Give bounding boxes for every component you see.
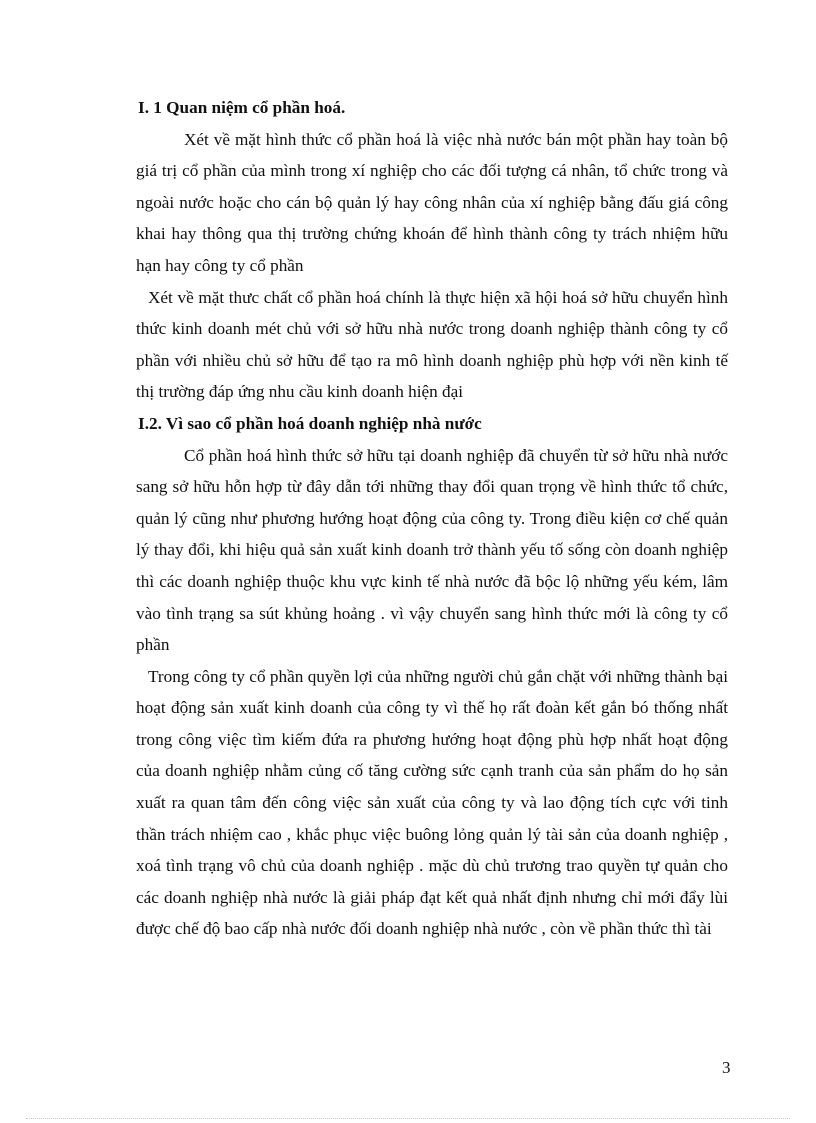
page-number: 3 xyxy=(722,1058,731,1077)
paragraph-substance-definition: Xét về mặt thưc chất cổ phần hoá chính là thực hiện xã hội hoá sở hữu chuyển hình thức kinh doanh mét chủ với sở hữu nhà nước trong doanh nghiệp thành công ty cổ phần với nhiều chủ sở hữu để tạo ra mô hình doanh nghiệp phù hợp với nền kinh tế thị trường đáp ứng nhu cầu kinh doanh hiện đại xyxy=(136,287,728,402)
paragraph-shareholder-interest: Trong công ty cổ phần quyền lợi của những người chủ gắn chặt với những thành bại hoạt động sản xuất kinh doanh của công ty vì thế họ rất đoàn kết gắn bó thống nhất trong công việc tìm kiếm đứa ra phương hướng hoạt động phù hợp nhất hoạt động của doanh nghiệp nhằm củng cố tăng cường sức cạnh tranh của sản phẩm do họ sản xuất ra quan tâm đến công việc sản xuất của công ty và lao động tích cực với tinh thần trách nhiệm cao , khắc phục việc buông lỏng quản lý tài sản của doanh nghiệp , xoá tình trạng vô chủ của doanh nghiệp . mặc dù chủ trương trao quyền tự quản cho các doanh nghiệp nhà nước là giải pháp đạt kết quả nhất định nhưng chỉ mới đẩy lùi được chế độ bao cấp nhà nước đối doanh nghiệp nhà nước , còn về phần thức thì tài xyxy=(136,666,728,939)
paragraph-form-definition: Xét về mặt hình thức cổ phần hoá là việc nhà nước bán một phần hay toàn bộ giá trị cổ phần của mình trong xí nghiệp cho các đối tượng cá nhân, tổ chức trong và ngoài nước hoặc cho cán bộ quản lý hay công nhân của xí nghiệp bằng đấu giá công khai hay thông qua thị trường chứng khoán để hình thành công ty trách nhiệm hữu hạn hay công ty cổ phần xyxy=(136,129,728,275)
section-heading-1-1: I. 1 Quan niệm cổ phần hoá. xyxy=(138,98,346,117)
page-body xyxy=(136,92,728,945)
paragraph-ownership-change: Cổ phần hoá hình thức sở hữu tại doanh nghiệp đã chuyển từ sở hữu nhà nước sang sở hữu hỗn hợp từ đây dẫn tới những thay đổi quan trọng về hình thức tổ chức, quản lý cũng như phương hướng hoạt động của công ty. Trong điều kiện cơ chế quản lý thay đổi, khi hiệu quả sản xuất kinh doanh trở thành yếu tố sống còn doanh nghiệp thì các doanh nghiệp thuộc khu vực kinh tế nhà nước đã bộc lộ những yếu kém, lâm vào tình trạng sa sút khủng hoảng . vì vậy chuyển sang hình thức mới là công ty cổ phần xyxy=(136,445,728,655)
section-heading-1-2: I.2. Vì sao cổ phần hoá doanh nghiệp nhà nước xyxy=(138,413,482,433)
page-bottom-divider xyxy=(26,1118,790,1119)
